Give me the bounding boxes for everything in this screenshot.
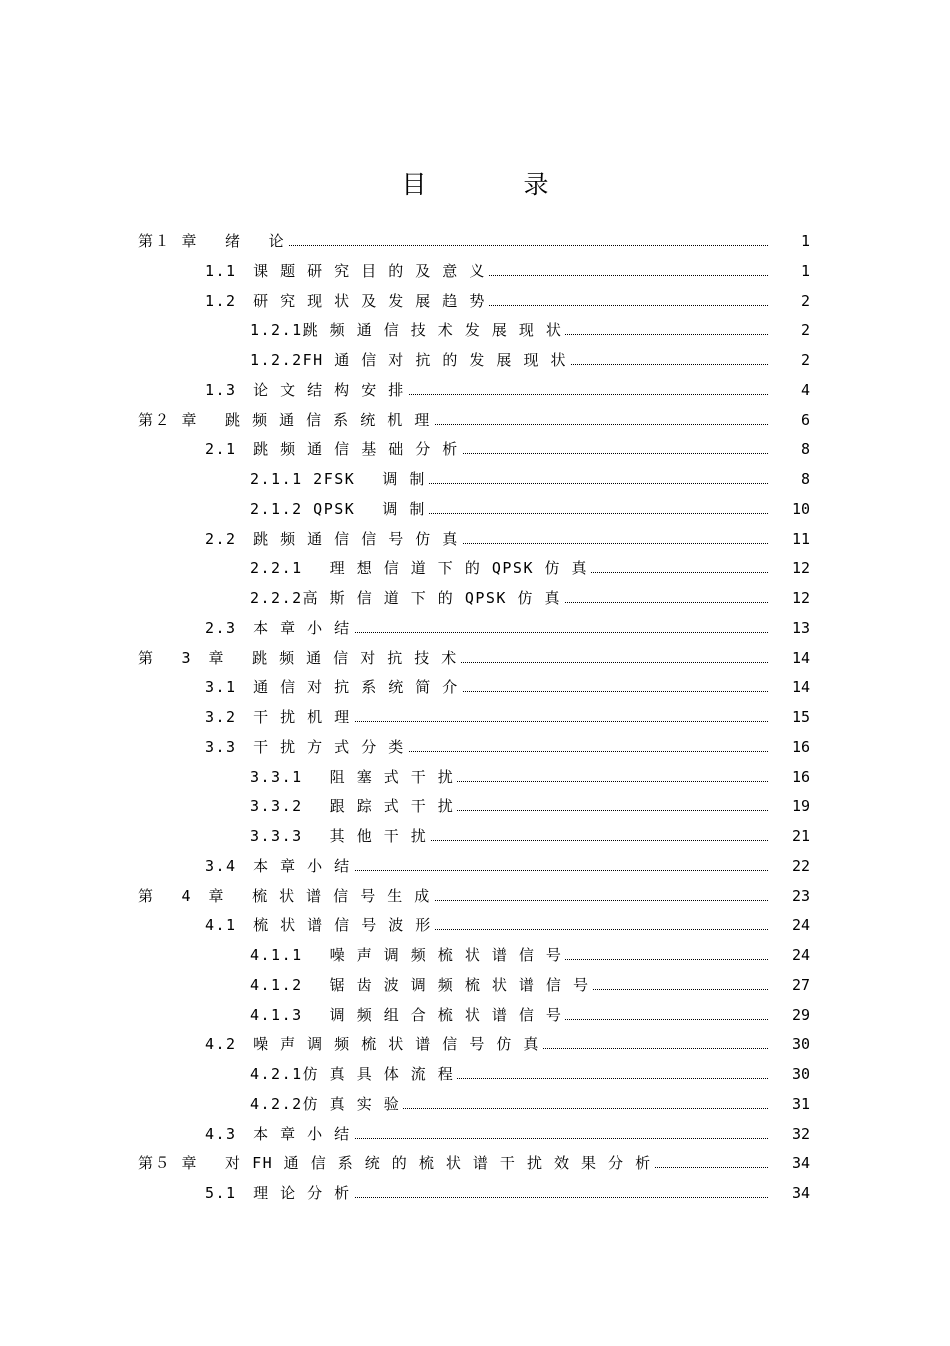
toc-entry-title: 4.3 本 章 小 结	[205, 1121, 354, 1147]
toc-entry-title: 1.1 课 题 研 究 目 的 及 意 义	[205, 258, 489, 284]
toc-page-number: 8	[800, 470, 810, 488]
toc-entry-title: 4.2 噪 声 调 频 梳 状 谱 信 号 仿 真	[205, 1031, 543, 1057]
toc-entry[interactable]	[0, 466, 950, 492]
toc-entry-title: 第 3 章 跳 频 通 信 对 抗 技 术	[138, 645, 461, 671]
toc-page-number: 2	[800, 351, 810, 369]
toc-entry-title: 第１ 章 绪 论	[138, 228, 288, 254]
toc-page-number: 24	[791, 916, 810, 935]
toc-entry-title: 3.3 干 扰 方 式 分 类	[205, 734, 408, 760]
toc-page-number: 14	[791, 678, 810, 697]
toc-page-number: 15	[791, 708, 810, 726]
toc-page-number: 4	[800, 380, 810, 399]
toc-entry[interactable]	[0, 407, 950, 433]
toc-entry[interactable]	[0, 942, 950, 968]
toc-entry-title: 第２ 章 跳 频 通 信 系 统 机 理	[138, 407, 434, 433]
toc-entry-title: 第 4 章 梳 状 谱 信 号 生 成	[138, 883, 434, 909]
toc-entry-title: 4.1.3 调 频 组 合 梳 状 谱 信 号	[250, 1002, 565, 1028]
toc-entry[interactable]	[0, 585, 950, 611]
toc-page-number: 27	[791, 975, 810, 994]
toc-entry[interactable]	[0, 674, 950, 700]
toc-entry-title: 2.2 跳 频 通 信 信 号 仿 真	[205, 526, 462, 552]
toc-entry[interactable]	[0, 1031, 950, 1057]
toc-page-number: 13	[791, 618, 810, 637]
toc-entry[interactable]	[0, 764, 950, 790]
toc-entry-title: 4.1.2 锯 齿 波 调 频 梳 状 谱 信 号	[250, 972, 592, 998]
toc-entry[interactable]	[0, 228, 950, 254]
toc-entry[interactable]	[0, 288, 950, 314]
toc-entry[interactable]	[0, 555, 950, 581]
toc-entry-title: 3.2 干 扰 机 理	[205, 704, 354, 730]
toc-entry[interactable]	[0, 823, 950, 849]
toc-page-number: 22	[791, 856, 810, 875]
toc-entry[interactable]	[0, 258, 950, 284]
toc-page-number: 10	[791, 499, 810, 518]
toc-page-number: 31	[791, 1094, 810, 1113]
toc-entry[interactable]	[0, 793, 950, 819]
toc-entry-title: 1.2 研 究 现 状 及 发 展 趋 势	[205, 288, 489, 314]
toc-entry[interactable]	[0, 734, 950, 760]
toc-entry[interactable]	[0, 1002, 950, 1028]
toc-entry-title: 5.1 理 论 分 析	[205, 1180, 354, 1206]
toc-entry-title: 1.2.2FH 通 信 对 抗 的 发 展 现 状	[250, 347, 570, 373]
toc-entry[interactable]	[0, 526, 950, 552]
toc-entry[interactable]	[0, 912, 950, 938]
toc-entry[interactable]	[0, 972, 950, 998]
toc-entry[interactable]	[0, 377, 950, 403]
toc-page-number: 12	[791, 589, 810, 607]
toc-entry-title: 4.2.1仿 真 具 体 流 程	[250, 1061, 457, 1087]
toc-page-number: 11	[791, 529, 810, 548]
toc-entry-title: 1.3 论 文 结 构 安 排	[205, 377, 408, 403]
toc-page-number: 32	[791, 1124, 810, 1143]
toc-entry-title: 3.3.3 其 他 干 扰	[250, 823, 430, 849]
toc-entry-title: 2.1.2 QPSK 调 制	[250, 496, 429, 522]
toc-page-number: 24	[791, 946, 810, 964]
toc-page-number: 29	[791, 1005, 810, 1024]
toc-page-number: 6	[800, 410, 810, 429]
toc-entry-title: 2.2.1 理 想 信 道 下 的 QPSK 仿 真	[250, 555, 591, 581]
toc-entry-title: 3.3.2 跟 踪 式 干 扰	[250, 793, 457, 819]
toc-page-number: 34	[791, 1154, 810, 1173]
toc-entry-title: 3.3.1 阻 塞 式 干 扰	[250, 764, 457, 790]
toc-page-number: 16	[791, 737, 810, 756]
toc-page-number: 8	[800, 440, 810, 459]
toc-entry-title: 4.1.1 噪 声 调 频 梳 状 谱 信 号	[250, 942, 565, 968]
toc-entry-title: 4.2.2仿 真 实 验	[250, 1091, 403, 1117]
toc-page-number: 23	[791, 886, 810, 905]
toc-entry[interactable]	[0, 1180, 950, 1206]
toc-entry[interactable]	[0, 496, 950, 522]
toc-page-number: 1	[800, 232, 810, 250]
toc-entry[interactable]	[0, 615, 950, 641]
toc-page-number: 16	[791, 767, 810, 786]
toc-entry[interactable]	[0, 1121, 950, 1147]
toc-entry[interactable]	[0, 853, 950, 879]
toc-entry-title: 2.3 本 章 小 结	[205, 615, 354, 641]
toc-entry-title: 第５ 章 对 FH 通 信 系 统 的 梳 状 谱 干 扰 效 果 分 析	[138, 1150, 655, 1176]
toc-page-number: 2	[800, 321, 810, 340]
toc-entry[interactable]	[0, 317, 950, 343]
toc-page-number: 21	[791, 827, 810, 845]
toc-entry-title: 2.2.2高 斯 信 道 下 的 QPSK 仿 真	[250, 585, 564, 611]
toc-page-number: 1	[800, 261, 810, 280]
toc-entry[interactable]	[0, 645, 950, 671]
toc-page-number: 34	[791, 1184, 810, 1202]
toc-entry[interactable]	[0, 704, 950, 730]
toc-entry[interactable]	[0, 1091, 950, 1117]
toc-page-number: 19	[791, 797, 810, 816]
toc-entry[interactable]	[0, 1150, 950, 1176]
toc-entry[interactable]	[0, 347, 950, 373]
toc-entry[interactable]	[0, 436, 950, 462]
toc-page-number: 30	[791, 1035, 810, 1054]
toc-entry-title: 2.1 跳 频 通 信 基 础 分 析	[205, 436, 462, 462]
toc-page-number: 30	[791, 1065, 810, 1083]
toc-entry[interactable]	[0, 883, 950, 909]
toc-entry-title: 3.4 本 章 小 结	[205, 853, 354, 879]
toc-page-number: 12	[791, 559, 810, 578]
toc-entry[interactable]	[0, 1061, 950, 1087]
toc-entry-title: 2.1.1 2FSK 调 制	[250, 466, 429, 492]
toc-entry-title: 4.1 梳 状 谱 信 号 波 形	[205, 912, 435, 938]
toc-page-number: 14	[791, 648, 810, 667]
toc-entry-title: 1.2.1跳 频 通 信 技 术 发 展 现 状	[250, 317, 565, 343]
toc-page-number: 2	[800, 291, 810, 310]
toc-title: 目 录	[401, 170, 585, 199]
toc-entry-title: 3.1 通 信 对 抗 系 统 简 介	[205, 674, 462, 700]
